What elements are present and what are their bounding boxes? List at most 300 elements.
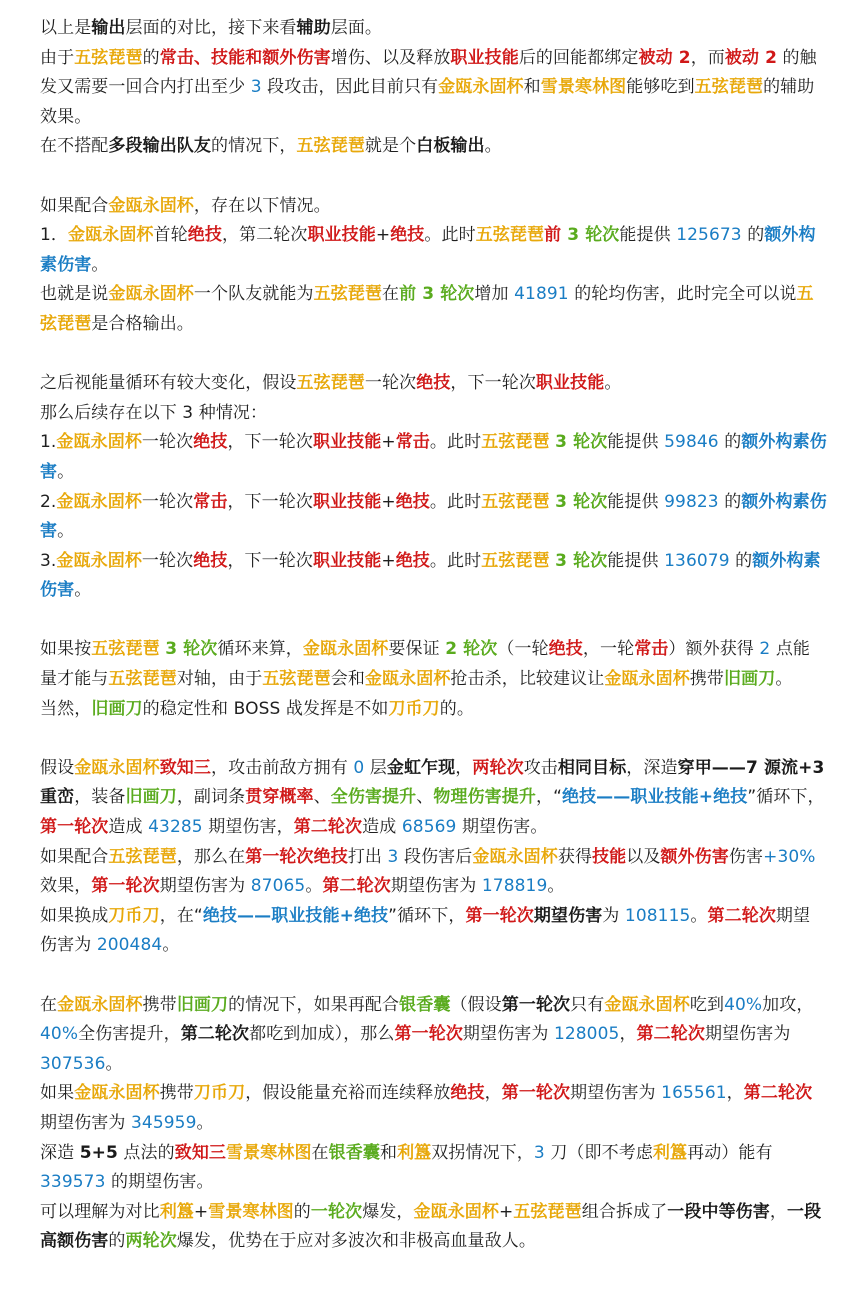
text-run: 都吃到加成），那么 — [249, 1024, 395, 1045]
red-highlight: 绝技 — [395, 491, 430, 512]
blue-number: 0 — [353, 757, 365, 778]
text-run: 期望伤害为 — [159, 876, 251, 897]
text-run: 循环来算， — [217, 639, 303, 660]
text-run: 加攻， — [762, 994, 814, 1015]
blue-highlight: 额外构素伤害 — [40, 491, 827, 542]
gold-highlight: 金瓯永固杯 — [604, 994, 690, 1015]
green-highlight: 旧画刀 — [91, 698, 143, 719]
text-run: 打出 — [347, 846, 388, 867]
text-run: 的 — [729, 550, 753, 571]
blue-number: 307536 — [40, 1053, 106, 1074]
paragraph — [40, 132, 827, 162]
text-run: 能够吃到 — [626, 77, 695, 98]
text-run: 3. — [40, 550, 57, 571]
text-run: ”循环下， — [747, 787, 825, 808]
green-highlight: 3 轮次 — [555, 550, 608, 571]
gold-highlight: 五弦琵琶 — [40, 284, 814, 334]
text-run: 如果按 — [40, 639, 92, 660]
text-run: 期望伤害， — [202, 817, 294, 838]
text-run: 在不搭配 — [40, 136, 109, 157]
text-run: ，一轮 — [582, 639, 635, 660]
text-run: 一轮次 — [141, 491, 194, 512]
text-run: 能提供 — [607, 491, 665, 512]
text-run: 由于 — [40, 47, 75, 68]
red-highlight: 第一轮次 — [91, 876, 160, 897]
text-run: 以及 — [626, 846, 661, 867]
paragraph — [40, 1079, 827, 1138]
text-run: + — [193, 1201, 209, 1222]
red-highlight: 第一轮次绝技 — [245, 846, 348, 867]
blue-number: 2 — [759, 639, 771, 660]
paragraph — [40, 902, 827, 961]
text-run: 段伤害后 — [398, 846, 473, 867]
text-run: + — [375, 225, 391, 246]
text-run: ，下一轮次 — [227, 432, 313, 453]
text-run: 抢击杀，比较建议让 — [450, 669, 605, 690]
text-run: 的辅助效果。 — [40, 77, 815, 127]
paragraph — [40, 754, 827, 843]
gold-highlight: 金瓯永固杯 — [56, 491, 142, 512]
text-run: 期望伤害为 — [40, 1112, 132, 1133]
text-run: 期望伤害。 — [456, 817, 548, 838]
gold-highlight: 金瓯永固杯 — [74, 1083, 160, 1104]
text-run: 。 — [690, 905, 708, 926]
red-highlight: 第一轮次 — [501, 1083, 571, 1104]
gold-highlight: 金瓯永固杯 — [108, 284, 194, 305]
paragraph-gap — [40, 961, 827, 991]
red-highlight: 被动 2 — [724, 47, 778, 68]
text-run: 的稳定性和 BOSS 战发挥是不如 — [142, 698, 389, 719]
blue-number: 59846 — [664, 432, 719, 453]
bold-text: 一段中等伤害 — [667, 1201, 770, 1222]
text-run: 的情况下， — [211, 136, 297, 157]
gold-highlight: 金瓯永固杯 — [302, 639, 389, 660]
red-highlight: 前 — [544, 225, 568, 246]
blue-highlight: 额外构素伤害 — [40, 432, 827, 482]
blue-highlight: 绝技——职业技能+绝技 — [202, 905, 389, 926]
text-run: 后的回能都绑定 — [518, 47, 639, 68]
text-run: 可以理解为对比 — [40, 1201, 160, 1222]
text-run: 首轮 — [153, 225, 188, 246]
red-highlight: 绝技 — [193, 550, 228, 571]
text-run: 1． — [40, 225, 69, 246]
text-run: 全伤害提升， — [78, 1024, 181, 1045]
text-run: ， — [484, 1083, 502, 1104]
gold-highlight: 金瓯永固杯 — [74, 757, 160, 778]
text-run: 获得 — [557, 846, 593, 867]
green-highlight: 全伤害提升 — [330, 787, 417, 808]
blue-number: 40% — [40, 1024, 79, 1045]
text-run: 1. — [40, 432, 57, 453]
text-run: 。 — [105, 1053, 123, 1074]
text-run: 如果配合 — [40, 846, 109, 867]
red-highlight: 第二轮次 — [707, 905, 776, 926]
text-run: 当然， — [40, 698, 92, 719]
text-run: + — [381, 550, 396, 571]
red-highlight: 第一轮次 — [40, 817, 109, 838]
text-run: 一个队友就能为 — [193, 284, 314, 305]
gold-highlight: 金瓯永固杯 — [472, 846, 558, 867]
text-run: 。此时 — [429, 432, 482, 453]
text-run: 一轮次 — [141, 550, 194, 571]
bold-text: 金虹乍现 — [386, 757, 456, 778]
blue-number: 125673 — [676, 225, 742, 246]
blue-highlight: 绝技——职业技能+绝技 — [561, 787, 748, 808]
text-run: ，深造 — [626, 757, 678, 778]
green-highlight: 2 轮次 — [445, 639, 498, 660]
text-run: 要保证 — [388, 639, 446, 660]
blue-number: 345959 — [131, 1112, 197, 1133]
red-highlight: 绝技 — [390, 225, 425, 246]
gold-highlight: 刀币刀 — [108, 905, 160, 926]
bold-text: 期望伤害 — [533, 905, 603, 926]
gold-highlight: 利簋 — [159, 1201, 194, 1222]
blue-number: +30% — [763, 846, 816, 867]
text-run: 的 — [718, 491, 742, 512]
text-run: 层面的对比，接下来看 — [125, 18, 297, 38]
gold-highlight: 雪景寒林图 — [208, 1201, 294, 1222]
gold-highlight: 五弦琵琶 — [313, 284, 383, 305]
red-highlight: 常击 — [634, 639, 669, 660]
text-run: 。 — [74, 580, 92, 601]
bold-text: 白板输出 — [416, 136, 485, 157]
red-highlight: 第二轮次 — [322, 876, 391, 897]
bold-text: 一段高额伤害 — [40, 1201, 822, 1252]
red-highlight: 致知三 — [159, 757, 212, 778]
red-highlight: 第一轮次 — [465, 905, 534, 926]
text-run: 点法的 — [117, 1142, 175, 1163]
bold-text: 第二轮次 — [180, 1024, 250, 1045]
bold-text: 穿甲——7 源流+3 重峦 — [40, 757, 825, 808]
text-run: ，存在以下情况。 — [193, 195, 331, 216]
text-run: 。 — [775, 669, 793, 690]
bold-text: 5+5 — [79, 1142, 118, 1163]
text-run: 为 — [602, 905, 625, 926]
text-run: ， — [769, 1201, 787, 1222]
red-highlight: 第二轮次 — [743, 1083, 813, 1104]
blue-highlight: 额外构素伤害 — [40, 550, 821, 601]
text-run: ，下一轮次 — [227, 550, 313, 571]
green-highlight: 前 3 轮次 — [399, 284, 475, 305]
text-run: 层面。 — [330, 18, 383, 38]
text-run: 也就是说 — [40, 284, 109, 305]
gold-highlight: 五弦琵琶 — [475, 225, 545, 246]
text-run: 那么后续存在以下 3 种情况： — [40, 402, 268, 423]
paragraph — [40, 635, 827, 694]
text-run: ， — [619, 1024, 637, 1045]
text-run: ，装备 — [74, 787, 126, 808]
text-run: 在 — [40, 994, 58, 1015]
text-run: 期望伤害为 — [40, 905, 811, 956]
text-run: 。 — [484, 136, 502, 157]
text-run: 。 — [91, 254, 109, 275]
gold-highlight: 金瓯永固杯 — [56, 432, 142, 453]
gold-highlight: 刀币刀 — [388, 698, 440, 719]
text-run: ，下一轮次 — [227, 491, 313, 512]
gold-highlight: 金瓯永固杯 — [364, 669, 451, 690]
text-run: 和 — [523, 77, 541, 98]
gold-highlight: 金瓯永固杯 — [68, 225, 154, 246]
text-run: 。 — [57, 461, 75, 482]
text-run: ）额外获得 — [668, 639, 760, 660]
text-run: 在 — [382, 284, 400, 305]
text-run: 之后视能量循环有较大变化，假设 — [40, 373, 297, 394]
paragraph — [40, 843, 827, 902]
text-run: ，在“ — [159, 905, 203, 926]
text-run: 的 — [293, 1201, 311, 1222]
text-run: 组合拆成了 — [581, 1201, 668, 1222]
gold-highlight: 金瓯永固杯 — [438, 77, 524, 98]
text-run: 爆发，优势在于应对多波次和非极高血量敌人。 — [176, 1231, 536, 1252]
bold-text: 相同目标 — [557, 757, 627, 778]
gold-highlight: 雪景寒林图 — [226, 1142, 312, 1163]
paragraph-gap — [40, 606, 827, 636]
paragraph — [40, 44, 827, 133]
green-highlight: 旧画刀 — [176, 994, 229, 1015]
text-run: 能提供 — [619, 225, 677, 246]
text-run: 吃到 — [689, 994, 725, 1015]
blue-number: 99823 — [664, 491, 719, 512]
paragraph — [40, 399, 827, 429]
text-run: 会和 — [330, 669, 365, 690]
paragraph — [40, 547, 827, 606]
text-run: 。 — [547, 876, 565, 897]
text-run: 伤害 — [728, 846, 764, 867]
red-highlight: 常击、技能和额外伤害 — [159, 47, 331, 68]
paragraph-gap — [40, 340, 827, 370]
text-run: ，假设能量充裕而连续释放 — [245, 1083, 451, 1104]
text-run: 一轮次 — [364, 373, 417, 394]
text-run: ， — [726, 1083, 744, 1104]
green-highlight: 银香囊 — [328, 1142, 380, 1163]
text-run: 假设 — [40, 757, 75, 778]
text-run: 再动）能有 — [687, 1142, 773, 1163]
text-run: 对轴，由于 — [176, 669, 263, 690]
text-run: 如果 — [40, 1083, 75, 1104]
gold-highlight: 五弦琵琶 — [694, 77, 764, 98]
red-highlight: 第二轮次 — [636, 1024, 705, 1045]
paragraph — [40, 280, 827, 339]
gold-highlight: 金瓯永固杯 — [413, 1201, 499, 1222]
paragraph — [40, 488, 827, 547]
text-run: 层 — [364, 757, 387, 778]
text-run: 。 — [604, 373, 622, 394]
green-highlight: 旧画刀 — [724, 669, 776, 690]
text-run: 。此时 — [424, 225, 476, 246]
blue-number: 3 — [387, 846, 399, 867]
paragraph — [40, 14, 827, 44]
text-run: 期望伤害为 — [570, 1083, 662, 1104]
blue-number: 68569 — [401, 817, 457, 838]
bold-text: 多段输出队友 — [108, 136, 212, 157]
red-highlight: 绝技 — [193, 432, 228, 453]
red-highlight: 绝技 — [450, 1083, 485, 1104]
text-run: 能提供 — [607, 432, 665, 453]
text-run: 刀（即不考虑 — [544, 1142, 653, 1163]
text-run: ，副词条 — [176, 787, 246, 808]
red-highlight: 两轮次 — [472, 757, 524, 778]
gold-highlight: 五弦琵琶 — [74, 47, 143, 68]
text-run: 如果换成 — [40, 905, 109, 926]
gold-highlight: 金瓯永固杯 — [604, 669, 690, 690]
green-highlight: 3 轮次 — [567, 225, 620, 246]
text-run: 。 — [305, 876, 323, 897]
paragraph — [40, 695, 827, 725]
green-highlight: 3 轮次 — [165, 639, 218, 660]
blue-number: 41891 — [514, 284, 569, 305]
text-run: 的 — [142, 47, 160, 68]
blue-number: 339573 — [40, 1172, 106, 1193]
paragraph — [40, 192, 827, 222]
text-run: + — [499, 1201, 514, 1222]
text-run: 。 — [162, 935, 180, 956]
text-run: ，下一轮次 — [450, 373, 536, 394]
text-run: 段攻击，因此目前只有 — [261, 77, 439, 98]
bold-text: 第一轮次 — [501, 994, 571, 1015]
text-run: 、 — [313, 787, 331, 808]
green-highlight: 银香囊 — [399, 994, 451, 1015]
blue-number: 3 — [250, 77, 262, 98]
red-highlight: 贯穿概率 — [245, 787, 314, 808]
gold-highlight: 五弦琵琶 — [481, 432, 550, 453]
gold-highlight: 五弦琵琶 — [513, 1201, 582, 1222]
text-run: 如果配合 — [40, 195, 109, 216]
red-highlight: 被动 2 — [638, 47, 691, 68]
paragraph — [40, 1139, 827, 1198]
gold-highlight: 金瓯永固杯 — [108, 195, 194, 216]
gold-highlight: 五弦琵琶 — [481, 550, 550, 571]
blue-number: 108115 — [624, 905, 691, 926]
red-highlight: 额外伤害 — [660, 846, 729, 867]
text-run: ，而 — [690, 47, 725, 68]
gold-highlight: 金瓯永固杯 — [57, 994, 143, 1015]
gold-highlight: 五弦琵琶 — [296, 136, 365, 157]
text-run: （假设 — [450, 994, 502, 1015]
text-run: 的 — [718, 432, 742, 453]
gold-highlight: 利簋 — [397, 1142, 432, 1163]
text-run: ，第二轮次 — [221, 225, 308, 246]
text-run: 。 — [57, 521, 75, 542]
paragraph — [40, 991, 827, 1080]
green-highlight: 两轮次 — [125, 1231, 177, 1252]
gold-highlight: 利簋 — [652, 1142, 688, 1163]
paragraph-gap — [40, 724, 827, 754]
blue-number: 43285 — [148, 817, 203, 838]
text-run: ，攻击前敌方拥有 — [211, 757, 354, 778]
red-highlight: 职业技能 — [307, 225, 376, 246]
red-highlight: 第一轮次 — [394, 1024, 463, 1045]
text-run: 期望伤害为 — [462, 1024, 554, 1045]
green-highlight: 3 轮次 — [555, 491, 608, 512]
red-highlight: 职业技能 — [450, 47, 519, 68]
text-run: 的触发又需要一回合内打出至少 — [40, 47, 817, 98]
text-run: + — [381, 491, 396, 512]
text-run: 。 — [196, 1112, 214, 1133]
blue-number: 3 — [533, 1142, 545, 1163]
text-run: 深造 — [40, 1142, 80, 1163]
paragraph — [40, 428, 827, 487]
text-run: 是合格输出。 — [91, 313, 194, 334]
text-run: 点能量才能与 — [40, 639, 811, 690]
text-run: 造成 — [108, 817, 149, 838]
text-run: 、 — [416, 787, 434, 808]
bold-text: 辅助 — [296, 18, 331, 38]
red-highlight: 职业技能 — [535, 373, 605, 394]
text-run: ，“ — [535, 787, 562, 808]
gold-highlight: 五弦琵琶 — [262, 669, 331, 690]
text-run: 增伤、以及释放 — [330, 47, 451, 68]
text-run: 增加 — [474, 284, 515, 305]
red-highlight: 常击 — [193, 491, 228, 512]
text-run: 的轮均伤害，此时完全可以说 — [568, 284, 797, 305]
blue-highlight: 额外构素伤害 — [40, 225, 816, 275]
text-run: （一轮 — [497, 639, 549, 660]
text-run: 效果， — [40, 876, 92, 897]
text-run: 就是个 — [364, 136, 417, 157]
gold-highlight: 五弦琵琶 — [91, 639, 160, 660]
red-highlight: 技能 — [592, 846, 627, 867]
gold-highlight: 雪景寒林图 — [540, 77, 627, 98]
text-run: 一轮次 — [141, 432, 194, 453]
text-run: 双拐情况下， — [431, 1142, 534, 1163]
blue-number: 136079 — [664, 550, 730, 571]
red-highlight: 职业技能 — [312, 491, 382, 512]
green-highlight: 旧画刀 — [125, 787, 177, 808]
red-highlight: 绝技 — [416, 373, 451, 394]
text-run: ，那么在 — [176, 846, 246, 867]
text-run: 携带 — [142, 994, 177, 1015]
red-highlight: 常击 — [395, 432, 430, 453]
blue-number: 40% — [724, 994, 763, 1015]
paragraph-gap — [40, 162, 827, 192]
text-run: 携带 — [689, 669, 725, 690]
text-run: 的 — [741, 225, 765, 246]
text-run: 爆发， — [362, 1201, 414, 1222]
blue-number: 128005 — [553, 1024, 620, 1045]
green-highlight: 一轮次 — [310, 1201, 363, 1222]
gold-highlight: 刀币刀 — [193, 1083, 246, 1104]
blue-number: 87065 — [250, 876, 306, 897]
red-highlight: 职业技能 — [312, 550, 382, 571]
text-run: 。此时 — [429, 491, 482, 512]
gold-highlight: 五弦琵琶 — [296, 373, 365, 394]
green-highlight: 物理伤害提升 — [433, 787, 536, 808]
bold-text: 输出 — [91, 18, 126, 38]
text-run: 和 — [379, 1142, 398, 1163]
text-run: ， — [455, 757, 473, 778]
text-run: 的情况下，如果再配合 — [228, 994, 400, 1015]
green-highlight: 3 轮次 — [555, 432, 608, 453]
text-run: 能提供 — [607, 550, 665, 571]
text-run: 以上是 — [40, 18, 92, 38]
text-run: 携带 — [159, 1083, 194, 1104]
text-run: + — [381, 432, 396, 453]
red-highlight: 第二轮次 — [293, 817, 363, 838]
blue-number: 178819 — [481, 876, 548, 897]
red-highlight: 绝技 — [395, 550, 430, 571]
blue-number: 165561 — [661, 1083, 727, 1104]
text-run: 2. — [40, 491, 57, 512]
red-highlight: 绝技 — [548, 639, 583, 660]
text-run: ”循环下， — [388, 905, 466, 926]
text-run: 的期望伤害。 — [105, 1172, 214, 1193]
text-run: 在 — [311, 1142, 329, 1163]
gold-highlight: 五弦琵琶 — [108, 846, 177, 867]
text-run: 攻击 — [523, 757, 558, 778]
text-run: 。此时 — [429, 550, 482, 571]
gold-highlight: 金瓯永固杯 — [56, 550, 142, 571]
text-run: 的。 — [439, 698, 474, 719]
